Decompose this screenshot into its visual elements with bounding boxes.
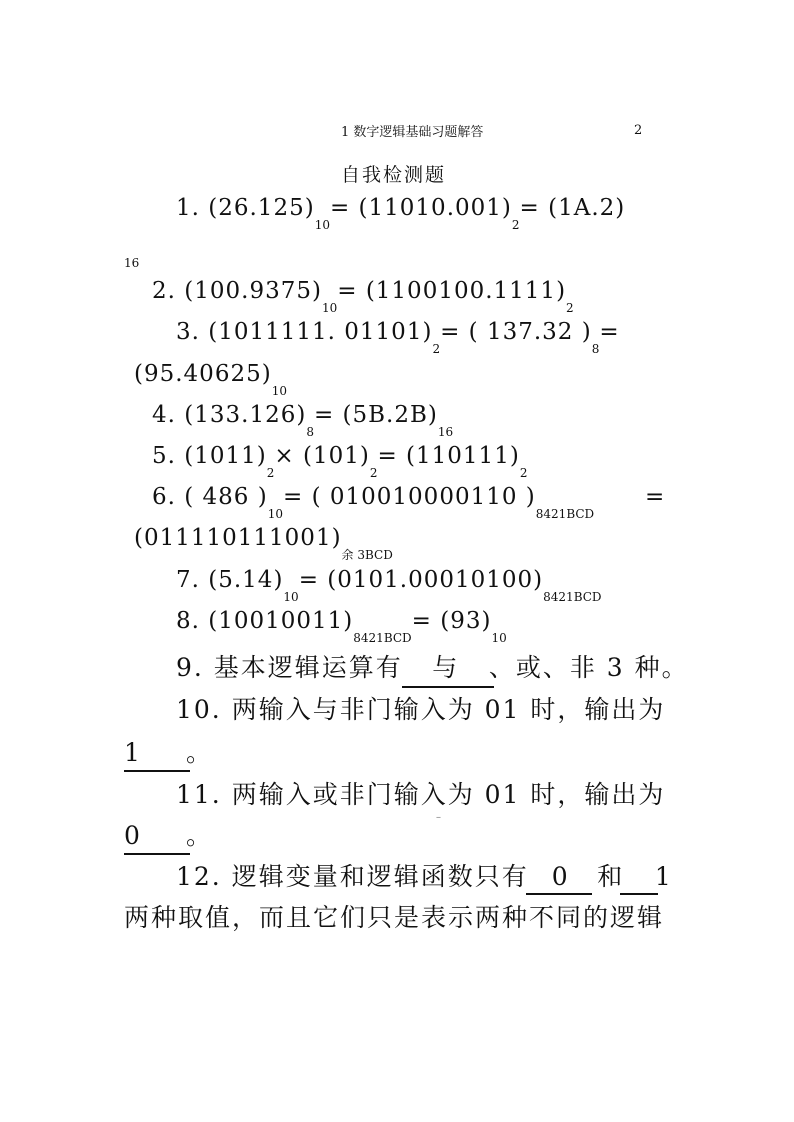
blank-answer-11: 0 (124, 821, 142, 850)
question-6: 6. ( 486 )$_{10}=$ ( 010010000110 )$_{8421BCD}$ (152, 484, 595, 521)
question-6-equals: = (645, 484, 666, 510)
question-6-line2: $(011110111001)_{余 3BCD}$ (134, 525, 393, 562)
question-1-base: 16 (124, 256, 140, 270)
answer-underline (620, 893, 658, 895)
question-3: 3. (1011111. $01101)_2=$ ( 137.32 )$_8=$ (176, 319, 620, 356)
page-number: 2 (634, 123, 643, 138)
question-11: 11. 两输入或非门输入为 01 时，输出为 (176, 780, 666, 809)
question-12: 12. 逻辑变量和逻辑函数只有 0 和 1 (176, 862, 673, 891)
answer-underline (402, 686, 494, 688)
question-9: 9. 基本逻辑运算有 与 、或、非 3 种。 (176, 648, 689, 684)
question-5: 5. $(1011)_2\times (101)_2= (110111)_2$ (152, 443, 528, 480)
blank-answer-9: 与 (432, 653, 460, 682)
answer-underline (124, 770, 190, 772)
blank-answer-12a: 0 (551, 862, 570, 891)
answer-underline (526, 893, 592, 895)
question-11-answer: 0 。 (124, 821, 214, 850)
blank-answer-12b: 1 (654, 862, 673, 891)
question-1: 1. $(26.125)_{10}= (11010.001)_2= (1A.2)$ (176, 195, 626, 232)
question-2: 2. $(100.9375)_{10}= (1100100.1111)_2$ (152, 278, 574, 315)
answer-underline (124, 853, 190, 855)
question-7: 7. $(5.14)_{10}= (0101.00010100)_{8421BCD}$ (176, 567, 602, 604)
question-12-line2: 两种取值，而且它们只是表示两种不同的逻辑 (124, 903, 665, 932)
question-10: 10. 两输入与非门输入为 01 时，输出为 (176, 695, 666, 724)
section-title: 自我检测题 (341, 164, 447, 186)
question-8: 8. $(10010011)_{8421BCD}= (93)_{10}$ (176, 608, 507, 645)
scan-mark: – (436, 812, 441, 823)
blank-answer-10: 1 (124, 738, 142, 767)
question-4: 4. $(133.126)_8= (5B.2B)_{16}$ (152, 402, 454, 439)
question-10-answer: 1 。 (124, 738, 214, 767)
question-3-line2: $(95.40625)_{10}$ (134, 361, 287, 398)
chapter-title: 1 数字逻辑基础习题解答 (341, 125, 484, 140)
